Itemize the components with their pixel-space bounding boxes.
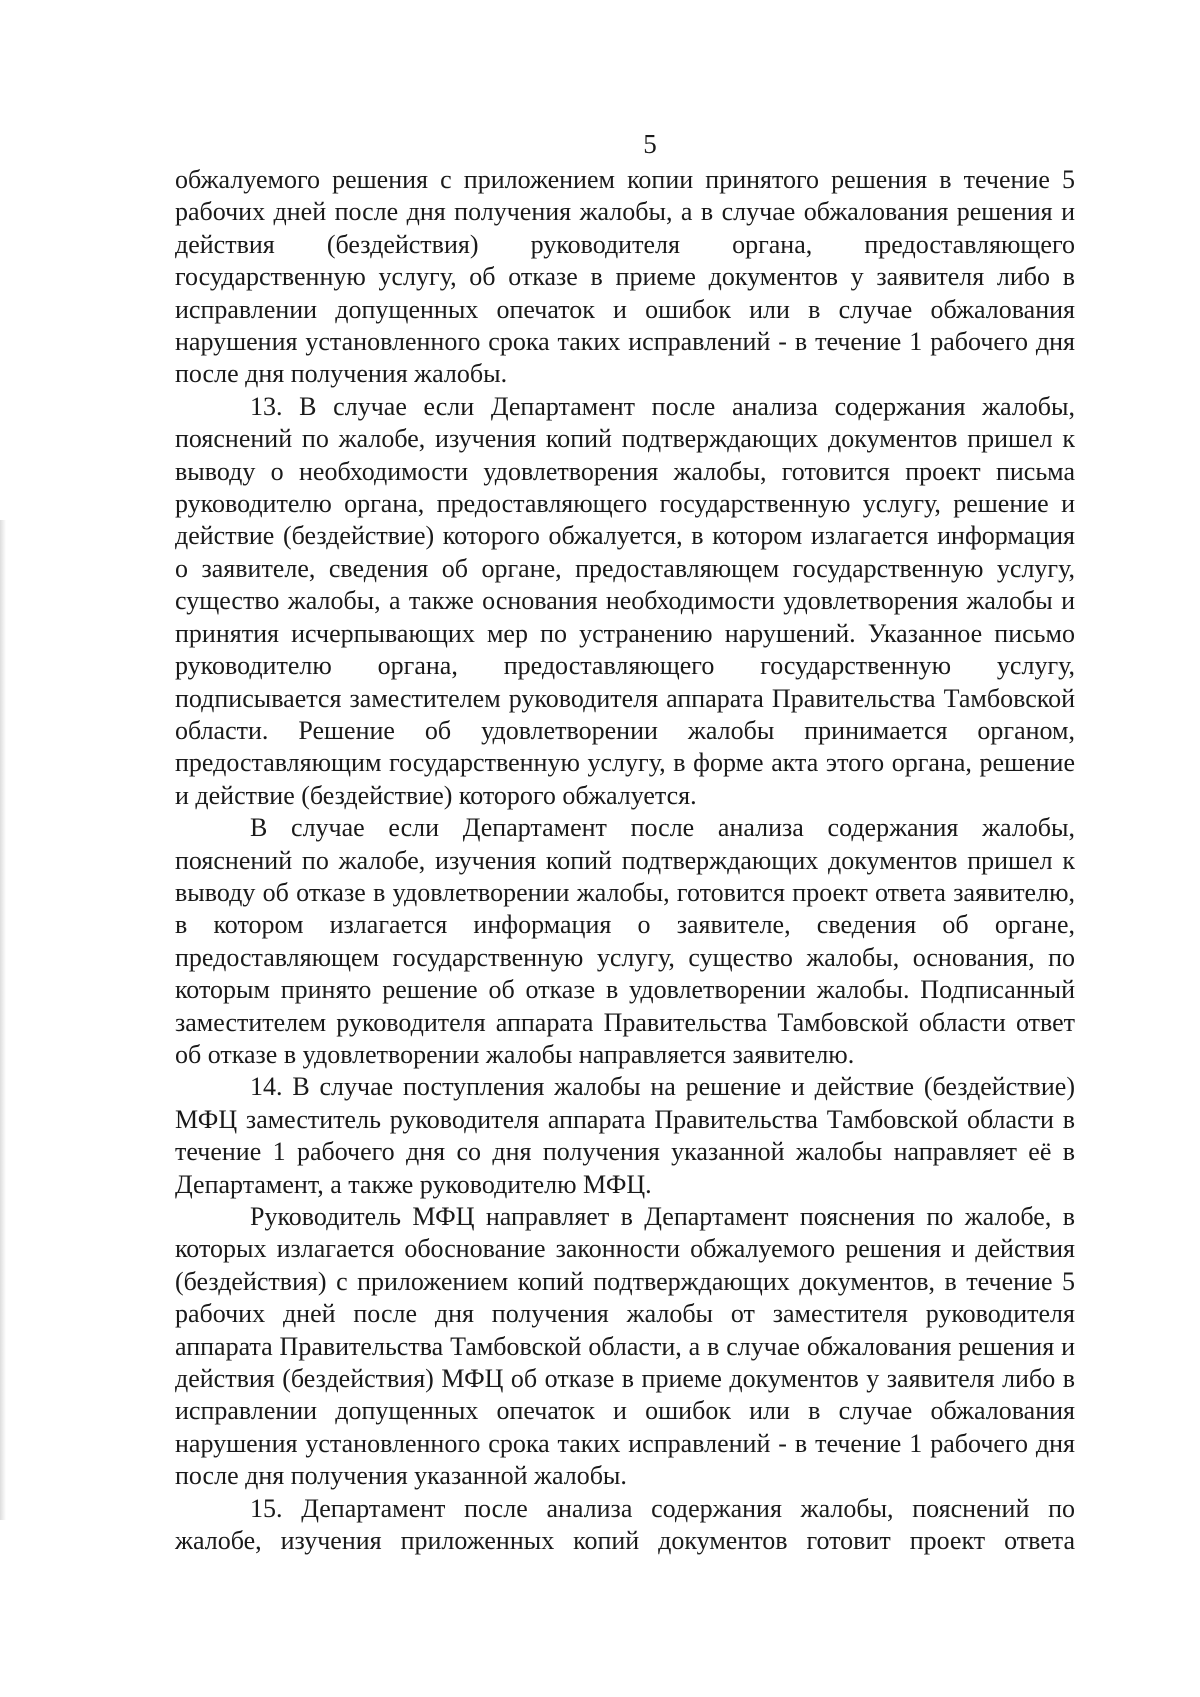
paragraph-refusal-case: В случае если Департамент после анализа содержания жалобы, пояснений по жалобе, изучения копий подтверждающих документов пришел к выводу об отказе в удовлетворении жалобы, готовится проект ответа заявителю, в котором излагается информация о заявителе, сведения об органе, предоставляющем государственную услугу, существо жалобы, основания, по которым принято решение об отказе в удовлетворении жалобы. Подписанный заместителем руководителя аппарата Правительства Тамбовской области ответ об отказе в удовлетворении жалобы направляется заявителю. <box>175 813 1075 1069</box>
document-body <box>175 164 1075 1557</box>
page-number: 5 <box>643 129 657 159</box>
paragraph-continuation: обжалуемого решения с приложением копии принятого решения в течение 5 рабочих дней после дня получения жалобы, а в случае обжалования решения и действия (бездействия) руководителя органа, предоставляющего государственную услугу, об отказе в приеме документов у заявителя либо в исправлении допущенных опечаток и ошибок или в случае обжалования нарушения установленного срока таких исправлений - в течение 1 рабочего дня после дня получения жалобы. <box>175 165 1075 389</box>
paragraph-mfc-head: Руководитель МФЦ направляет в Департамент пояснения по жалобе, в которых излагается обоснование законности обжалуемого решения и действия (бездействия) с приложением копий подтверждающих документов, в течение 5 рабочих дней после дня получения жалобы от заместителя руководителя аппарата Правительства Тамбовской области, а в случае обжалования решения и действия (бездействия) МФЦ об отказе в приеме документов у заявителя либо в исправлении допущенных опечаток и ошибок или в случае обжалования нарушения установленного срока таких исправлений - в течение 1 рабочего дня после дня получения указанной жалобы. <box>175 1202 1075 1491</box>
paragraph-item-15: 15. Департамент после анализа содержания жалобы, пояснений по жалобе, изучения приложенных копий документов готовит проект ответа <box>175 1493 1075 1556</box>
paragraph-item-13: 13. В случае если Департамент после анализа содержания жалобы, пояснений по жалобе, изучения копий подтверждающих документов пришел к выводу о необходимости удовлетворения жалобы, готовится проект письма руководителю органа, предоставляющего государственную услугу, решение и действие (бездействие) которого обжалуется, в котором излагается информация о заявителе, сведения об органе, предоставляющем государственную услугу, существо жалобы, а также основания необходимости удовлетворения жалобы и принятия исчерпывающих мер по устранению нарушений. Указанное письмо руководителю органа, предоставляющего государственную услугу, подписывается заместителем руководителя аппарата Правительства Тамбовской области. Решение об удовлетворении жалобы принимается органом, предоставляющим государственную услугу, в форме акта этого органа, решение и действие (бездействие) которого обжалуется. <box>175 391 1075 810</box>
paragraph-item-14: 14. В случае поступления жалобы на решение и действие (бездействие) МФЦ заместитель руководителя аппарата Правительства Тамбовской области в течение 1 рабочего дня со дня получения указанной жалобы направляет её в Департамент, а также руководителю МФЦ. <box>175 1072 1075 1199</box>
scan-edge-shadow <box>0 520 6 1520</box>
